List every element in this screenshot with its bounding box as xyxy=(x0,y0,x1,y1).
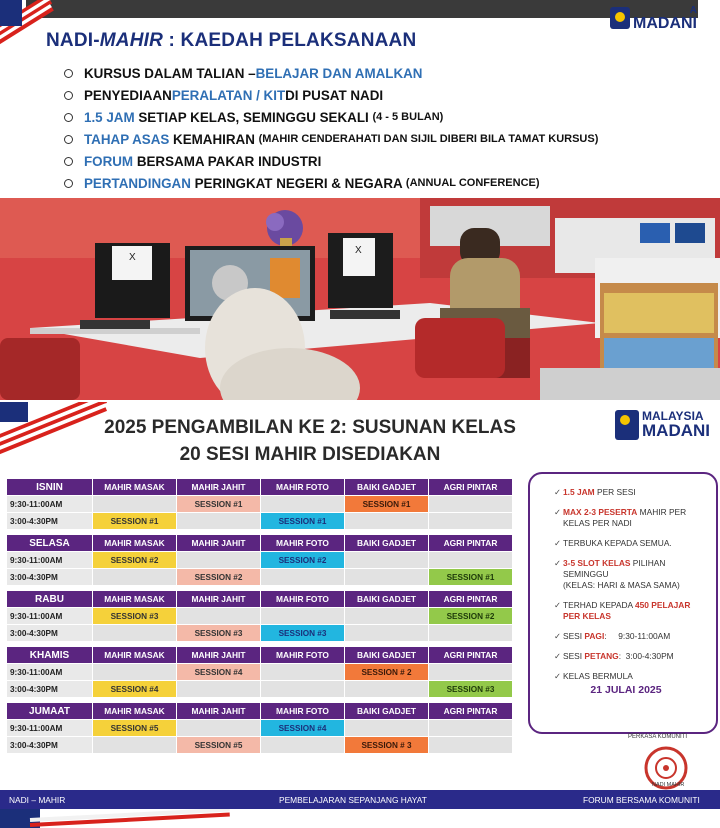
session-cell: SESSION #2 xyxy=(93,552,177,569)
check-icon: ✓ xyxy=(554,600,562,610)
info-panel xyxy=(528,472,718,734)
session-cell: SESSION # 3 xyxy=(345,737,429,754)
empty-cell xyxy=(261,569,345,586)
empty-cell xyxy=(261,496,345,513)
column-header: MAHIR MASAK xyxy=(93,703,177,720)
footer-right: FORUM BERSAMA KOMUNITI xyxy=(583,794,700,805)
time-slot: 9:30-11:00AM xyxy=(7,496,93,513)
footer-bar xyxy=(0,790,720,809)
logo-top-text: A xyxy=(689,5,697,16)
day-label: JUMAAT xyxy=(7,703,93,720)
check-icon: ✓ xyxy=(554,631,562,641)
empty-cell xyxy=(345,720,429,737)
start-date: 21 JULAI 2025 xyxy=(590,684,662,696)
empty-cell xyxy=(345,608,429,625)
time-slot: 9:30-11:00AM xyxy=(7,552,93,569)
bottom-flag-edge xyxy=(0,809,720,828)
column-header: MAHIR JAHIT xyxy=(177,647,261,664)
table-row xyxy=(7,496,513,513)
schedule-table-wrapper xyxy=(6,478,513,754)
empty-cell xyxy=(177,720,261,737)
table-row xyxy=(7,737,513,754)
monitor-sign-text: X xyxy=(129,252,136,263)
bullet-item: KURSUS DALAM TALIAN – BELAJAR DAN AMALKAN xyxy=(64,62,704,84)
empty-cell xyxy=(177,552,261,569)
logo-bottom-text: MADANI xyxy=(642,420,710,440)
column-header: AGRI PINTAR xyxy=(429,591,513,608)
column-header: BAIKI GADJET xyxy=(345,535,429,552)
day-header-row xyxy=(7,535,513,552)
seal-top-text: PERKASA KOMUNITI xyxy=(628,734,688,740)
info-item: ✓ SESI PAGI: 9:30-11:00AM xyxy=(554,631,671,641)
session-cell: SESSION #2 xyxy=(261,552,345,569)
session-cell: SESSION #2 xyxy=(177,569,261,586)
session-cell: SESSION #4 xyxy=(177,664,261,681)
info-item: ✓ 3-5 SLOT KELAS PILIHAN SEMINGGU (KELAS: HARI & MASA SAMA) xyxy=(554,558,680,590)
bullet-circle-icon xyxy=(64,113,73,122)
title-prefix: NADI- xyxy=(46,30,100,51)
bullet-item: FORUM BERSAMA PAKAR INDUSTRI xyxy=(64,150,704,172)
session-cell: SESSION #4 xyxy=(261,720,345,737)
session-cell: SESSION # 2 xyxy=(345,664,429,681)
column-header: AGRI PINTAR xyxy=(429,479,513,496)
empty-cell xyxy=(345,625,429,642)
column-header: MAHIR JAHIT xyxy=(177,535,261,552)
info-item: ✓ SESI PETANG: 3:00-4:30PM xyxy=(554,651,674,661)
column-header: MAHIR JAHIT xyxy=(177,703,261,720)
day-label: ISNIN xyxy=(7,479,93,496)
info-item: ✓ 1.5 JAM PER SESI xyxy=(554,487,636,497)
empty-cell xyxy=(261,737,345,754)
info-item: ✓ KELAS BERMULA xyxy=(554,671,633,681)
schedule-table xyxy=(6,478,513,754)
session-cell: SESSION #5 xyxy=(93,720,177,737)
column-header: AGRI PINTAR xyxy=(429,535,513,552)
check-icon: ✓ xyxy=(554,671,562,681)
table-row xyxy=(7,513,513,530)
empty-cell xyxy=(345,513,429,530)
time-slot: 9:30-11:00AM xyxy=(7,608,93,625)
bullet-item: PENYEDIAAN PERALATAN / KIT DI PUSAT NADI xyxy=(64,84,704,106)
classroom-photo xyxy=(0,198,720,400)
empty-cell xyxy=(429,720,513,737)
top-dark-bar xyxy=(26,0,698,18)
column-header: MAHIR FOTO xyxy=(261,479,345,496)
empty-cell xyxy=(177,513,261,530)
slide2-title xyxy=(0,414,620,468)
column-header: MAHIR JAHIT xyxy=(177,591,261,608)
info-item: ✓ TERHAD KEPADA 450 PELAJAR PER KELAS xyxy=(554,600,691,621)
column-header: MAHIR FOTO xyxy=(261,591,345,608)
session-cell: SESSION #3 xyxy=(177,625,261,642)
column-header: MAHIR FOTO xyxy=(261,535,345,552)
session-cell: SESSION #3 xyxy=(429,681,513,698)
column-header: MAHIR JAHIT xyxy=(177,479,261,496)
bullet-circle-icon xyxy=(64,91,73,100)
empty-cell xyxy=(429,737,513,754)
empty-cell xyxy=(345,681,429,698)
empty-cell xyxy=(429,496,513,513)
bullet-list xyxy=(64,62,704,194)
table-row xyxy=(7,664,513,681)
empty-cell xyxy=(345,552,429,569)
column-header: BAIKI GADJET xyxy=(345,703,429,720)
table-row xyxy=(7,681,513,698)
info-item: ✓ TERBUKA KEPADA SEMUA. xyxy=(554,538,672,548)
time-slot: 9:30-11:00AM xyxy=(7,664,93,681)
time-slot: 9:30-11:00AM xyxy=(7,720,93,737)
day-label: KHAMIS xyxy=(7,647,93,664)
column-header: MAHIR FOTO xyxy=(261,647,345,664)
time-slot: 3:00-4:30PM xyxy=(7,625,93,642)
madani-logo xyxy=(610,6,697,31)
time-slot: 3:00-4:30PM xyxy=(7,513,93,530)
session-cell: SESSION #1 xyxy=(345,496,429,513)
empty-cell xyxy=(429,513,513,530)
day-header-row xyxy=(7,591,513,608)
empty-cell xyxy=(93,737,177,754)
seal-bottom-text: NADI MAHIR xyxy=(652,782,685,788)
bullet-circle-icon xyxy=(64,69,73,78)
time-slot: 3:00-4:30PM xyxy=(7,737,93,754)
monitor-sign-text: X xyxy=(355,245,362,256)
empty-cell xyxy=(93,569,177,586)
column-header: MAHIR MASAK xyxy=(93,591,177,608)
check-icon: ✓ xyxy=(554,558,562,568)
empty-cell xyxy=(429,552,513,569)
day-label: SELASA xyxy=(7,535,93,552)
empty-cell xyxy=(177,608,261,625)
table-row xyxy=(7,608,513,625)
column-header: AGRI PINTAR xyxy=(429,703,513,720)
check-icon: ✓ xyxy=(554,507,562,517)
column-header: MAHIR MASAK xyxy=(93,647,177,664)
title-suffix: : KAEDAH PELAKSANAAN xyxy=(163,30,417,51)
check-icon: ✓ xyxy=(554,538,562,548)
title-line-2: 20 SESI MAHIR DISEDIAKAN xyxy=(179,444,441,465)
bullet-item: TAHAP ASAS KEMAHIRAN (MAHIR CENDERAHATI DAN SIJIL DIBERI BILA TAMAT KURSUS) xyxy=(64,128,704,150)
session-cell: SESSION #1 xyxy=(177,496,261,513)
column-header: MAHIR MASAK xyxy=(93,479,177,496)
time-slot: 3:00-4:30PM xyxy=(7,569,93,586)
logo-top-text: MALAYSIA xyxy=(642,409,704,424)
footer-center: PEMBELAJARAN SEPANJANG HAYAT xyxy=(279,794,427,805)
table-row xyxy=(7,569,513,586)
bullet-circle-icon xyxy=(64,157,73,166)
session-cell: SESSION #4 xyxy=(93,681,177,698)
column-header: BAIKI GADJET xyxy=(345,479,429,496)
empty-cell xyxy=(93,625,177,642)
classroom-illustration xyxy=(0,198,720,400)
day-label: RABU xyxy=(7,591,93,608)
session-cell: SESSION #1 xyxy=(93,513,177,530)
malaysia-madani-logo xyxy=(615,410,710,440)
logo-bottom-text: MADANI xyxy=(633,14,697,32)
session-cell: SESSION #1 xyxy=(429,569,513,586)
column-header: BAIKI GADJET xyxy=(345,591,429,608)
column-header: MAHIR FOTO xyxy=(261,703,345,720)
empty-cell xyxy=(261,664,345,681)
day-header-row xyxy=(7,479,513,496)
check-icon: ✓ xyxy=(554,487,562,497)
bullet-circle-icon xyxy=(64,135,73,144)
session-cell: SESSION #5 xyxy=(177,737,261,754)
day-header-row xyxy=(7,703,513,720)
column-header: AGRI PINTAR xyxy=(429,647,513,664)
perkasa-komuniti-seal xyxy=(624,732,708,790)
empty-cell xyxy=(93,664,177,681)
info-item: ✓ MAX 2-3 PESERTA MAHIR PER KELAS PER NADI xyxy=(554,507,687,528)
table-row xyxy=(7,720,513,737)
bullet-item: PERTANDINGAN PERINGKAT NEGERI & NEGARA (ANNUAL CONFERENCE) xyxy=(64,172,704,194)
bullet-item: 1.5 JAM SETIAP KELAS, SEMINGGU SEKALI (4 - 5 BULAN) xyxy=(64,106,704,128)
empty-cell xyxy=(345,569,429,586)
bullet-circle-icon xyxy=(64,179,73,188)
session-cell: SESSION #3 xyxy=(261,625,345,642)
session-cell: SESSION #2 xyxy=(429,608,513,625)
session-cell: SESSION #1 xyxy=(261,513,345,530)
table-row xyxy=(7,552,513,569)
title-line-1: 2025 PENGAMBILAN KE 2: SUSUNAN KELAS xyxy=(104,417,516,438)
session-cell: SESSION #3 xyxy=(93,608,177,625)
footer-left: NADI – MAHIR xyxy=(9,794,66,805)
slide1-title xyxy=(46,30,416,52)
time-slot: 3:00-4:30PM xyxy=(7,681,93,698)
empty-cell xyxy=(261,681,345,698)
empty-cell xyxy=(261,608,345,625)
column-header: BAIKI GADJET xyxy=(345,647,429,664)
empty-cell xyxy=(429,625,513,642)
table-row xyxy=(7,625,513,642)
title-italic: MAHIR xyxy=(99,30,164,51)
empty-cell xyxy=(177,681,261,698)
day-header-row xyxy=(7,647,513,664)
empty-cell xyxy=(93,496,177,513)
check-icon: ✓ xyxy=(554,651,562,661)
empty-cell xyxy=(429,664,513,681)
madani-emblem-icon xyxy=(610,7,630,29)
column-header: MAHIR MASAK xyxy=(93,535,177,552)
